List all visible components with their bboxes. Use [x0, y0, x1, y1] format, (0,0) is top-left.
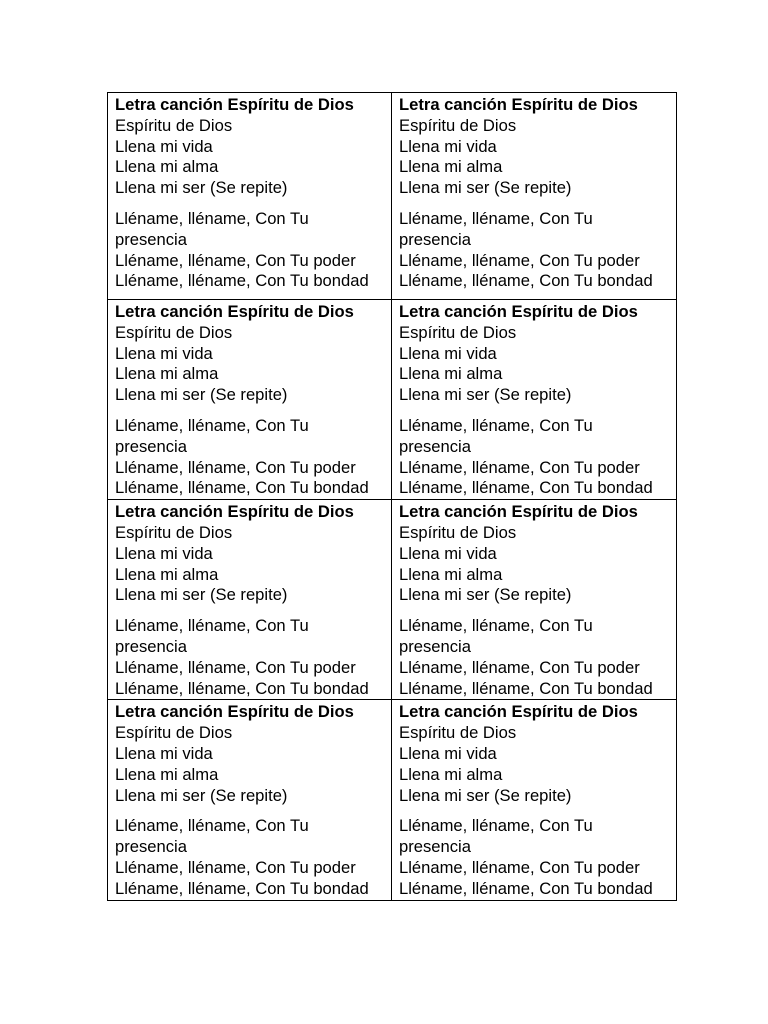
- verse-line: Llena mi vida: [115, 543, 213, 563]
- verse-line: Llena mi alma: [115, 564, 219, 584]
- stanza-gap: [115, 806, 391, 816]
- chorus-line: presencia: [399, 636, 471, 656]
- verse-line: Espíritu de Dios: [399, 522, 517, 542]
- lyrics-card: [392, 300, 677, 500]
- verse-line: Llena mi ser (Se repite): [399, 785, 572, 805]
- table-row: [108, 700, 677, 900]
- lyrics-card: [392, 93, 677, 300]
- chorus-line: presencia: [399, 436, 471, 456]
- chorus-line: presencia: [399, 837, 471, 857]
- chorus-line: Lléname, lléname, Con Tu bondad: [399, 271, 653, 291]
- card-title: Letra canción Espíritu de Dios: [115, 502, 354, 522]
- chorus-line: Lléname, lléname, Con Tu: [115, 616, 309, 636]
- stanza-gap: [399, 606, 676, 616]
- verse-line: Llena mi alma: [399, 364, 503, 384]
- stanza-gap: [399, 406, 676, 416]
- verse-line: Llena mi alma: [115, 157, 219, 177]
- chorus-line: Lléname, lléname, Con Tu: [399, 816, 593, 836]
- verse-line: Llena mi vida: [399, 743, 497, 763]
- table-row: [108, 300, 677, 500]
- chorus-line: Lléname, lléname, Con Tu bondad: [399, 678, 653, 698]
- lyrics-card: [108, 500, 392, 700]
- chorus-line: Lléname, lléname, Con Tu poder: [115, 457, 356, 477]
- chorus-line: presencia: [115, 837, 187, 857]
- chorus-line: Lléname, lléname, Con Tu poder: [399, 457, 640, 477]
- verse-line: Llena mi vida: [399, 343, 497, 363]
- lyrics-table: [107, 92, 677, 901]
- chorus-line: Lléname, lléname, Con Tu bondad: [115, 478, 369, 498]
- lyrics-card: [108, 700, 392, 900]
- stanza-gap: [399, 806, 676, 816]
- verse-line: Llena mi ser (Se repite): [115, 585, 288, 605]
- verse-line: Llena mi ser (Se repite): [115, 385, 288, 405]
- verse-line: Llena mi vida: [115, 743, 213, 763]
- verse-line: Llena mi vida: [399, 136, 497, 156]
- lyrics-card: [108, 93, 392, 300]
- verse-line: Espíritu de Dios: [115, 322, 233, 342]
- card-title: Letra canción Espíritu de Dios: [399, 502, 638, 522]
- card-title: Letra canción Espíritu de Dios: [399, 302, 638, 321]
- verse-line: Llena mi ser (Se repite): [399, 385, 572, 405]
- card-title: Letra canción Espíritu de Dios: [399, 95, 638, 114]
- chorus-line: Lléname, lléname, Con Tu: [115, 415, 309, 435]
- chorus-line: Lléname, lléname, Con Tu poder: [399, 857, 640, 877]
- lyrics-card: [392, 700, 677, 900]
- verse-line: Llena mi alma: [399, 157, 503, 177]
- chorus-line: Lléname, lléname, Con Tu poder: [399, 250, 640, 270]
- chorus-line: Lléname, lléname, Con Tu bondad: [399, 878, 653, 898]
- verse-line: Espíritu de Dios: [115, 522, 233, 542]
- verse-line: Llena mi vida: [115, 343, 213, 363]
- chorus-line: presencia: [115, 636, 187, 656]
- verse-line: Llena mi alma: [115, 364, 219, 384]
- lyrics-card: [108, 300, 392, 500]
- verse-line: Llena mi alma: [115, 764, 219, 784]
- table-row: [108, 500, 677, 700]
- card-title: Letra canción Espíritu de Dios: [399, 702, 638, 722]
- verse-line: Espíritu de Dios: [399, 723, 517, 743]
- stanza-gap: [115, 406, 391, 416]
- stanza-gap: [115, 606, 391, 616]
- chorus-line: Lléname, lléname, Con Tu: [115, 816, 309, 836]
- chorus-line: presencia: [399, 229, 471, 249]
- verse-line: Llena mi ser (Se repite): [399, 585, 572, 605]
- verse-line: Espíritu de Dios: [399, 322, 517, 342]
- verse-line: Espíritu de Dios: [115, 723, 233, 743]
- lyrics-card: [392, 500, 677, 700]
- verse-line: Llena mi vida: [115, 136, 213, 156]
- card-title: Letra canción Espíritu de Dios: [115, 302, 354, 321]
- chorus-line: presencia: [115, 229, 187, 249]
- chorus-line: Lléname, lléname, Con Tu poder: [115, 657, 356, 677]
- card-title: Letra canción Espíritu de Dios: [115, 702, 354, 722]
- stanza-gap: [115, 199, 391, 209]
- table-row: [108, 93, 677, 300]
- verse-line: Llena mi alma: [399, 764, 503, 784]
- verse-line: Espíritu de Dios: [399, 115, 517, 135]
- card-title: Letra canción Espíritu de Dios: [115, 95, 354, 114]
- verse-line: Llena mi ser (Se repite): [399, 178, 572, 198]
- chorus-line: Lléname, lléname, Con Tu: [115, 208, 309, 228]
- chorus-line: presencia: [115, 436, 187, 456]
- stanza-gap: [399, 199, 676, 209]
- verse-line: Espíritu de Dios: [115, 115, 233, 135]
- verse-line: Llena mi alma: [399, 564, 503, 584]
- verse-line: Llena mi ser (Se repite): [115, 178, 288, 198]
- chorus-line: Lléname, lléname, Con Tu poder: [115, 857, 356, 877]
- verse-line: Llena mi vida: [399, 543, 497, 563]
- chorus-line: Lléname, lléname, Con Tu: [399, 208, 593, 228]
- chorus-line: Lléname, lléname, Con Tu poder: [399, 657, 640, 677]
- chorus-line: Lléname, lléname, Con Tu bondad: [115, 271, 369, 291]
- chorus-line: Lléname, lléname, Con Tu bondad: [115, 878, 369, 898]
- chorus-line: Lléname, lléname, Con Tu bondad: [399, 478, 653, 498]
- chorus-line: Lléname, lléname, Con Tu: [399, 616, 593, 636]
- chorus-line: Lléname, lléname, Con Tu bondad: [115, 678, 369, 698]
- verse-line: Llena mi ser (Se repite): [115, 785, 288, 805]
- chorus-line: Lléname, lléname, Con Tu poder: [115, 250, 356, 270]
- chorus-line: Lléname, lléname, Con Tu: [399, 415, 593, 435]
